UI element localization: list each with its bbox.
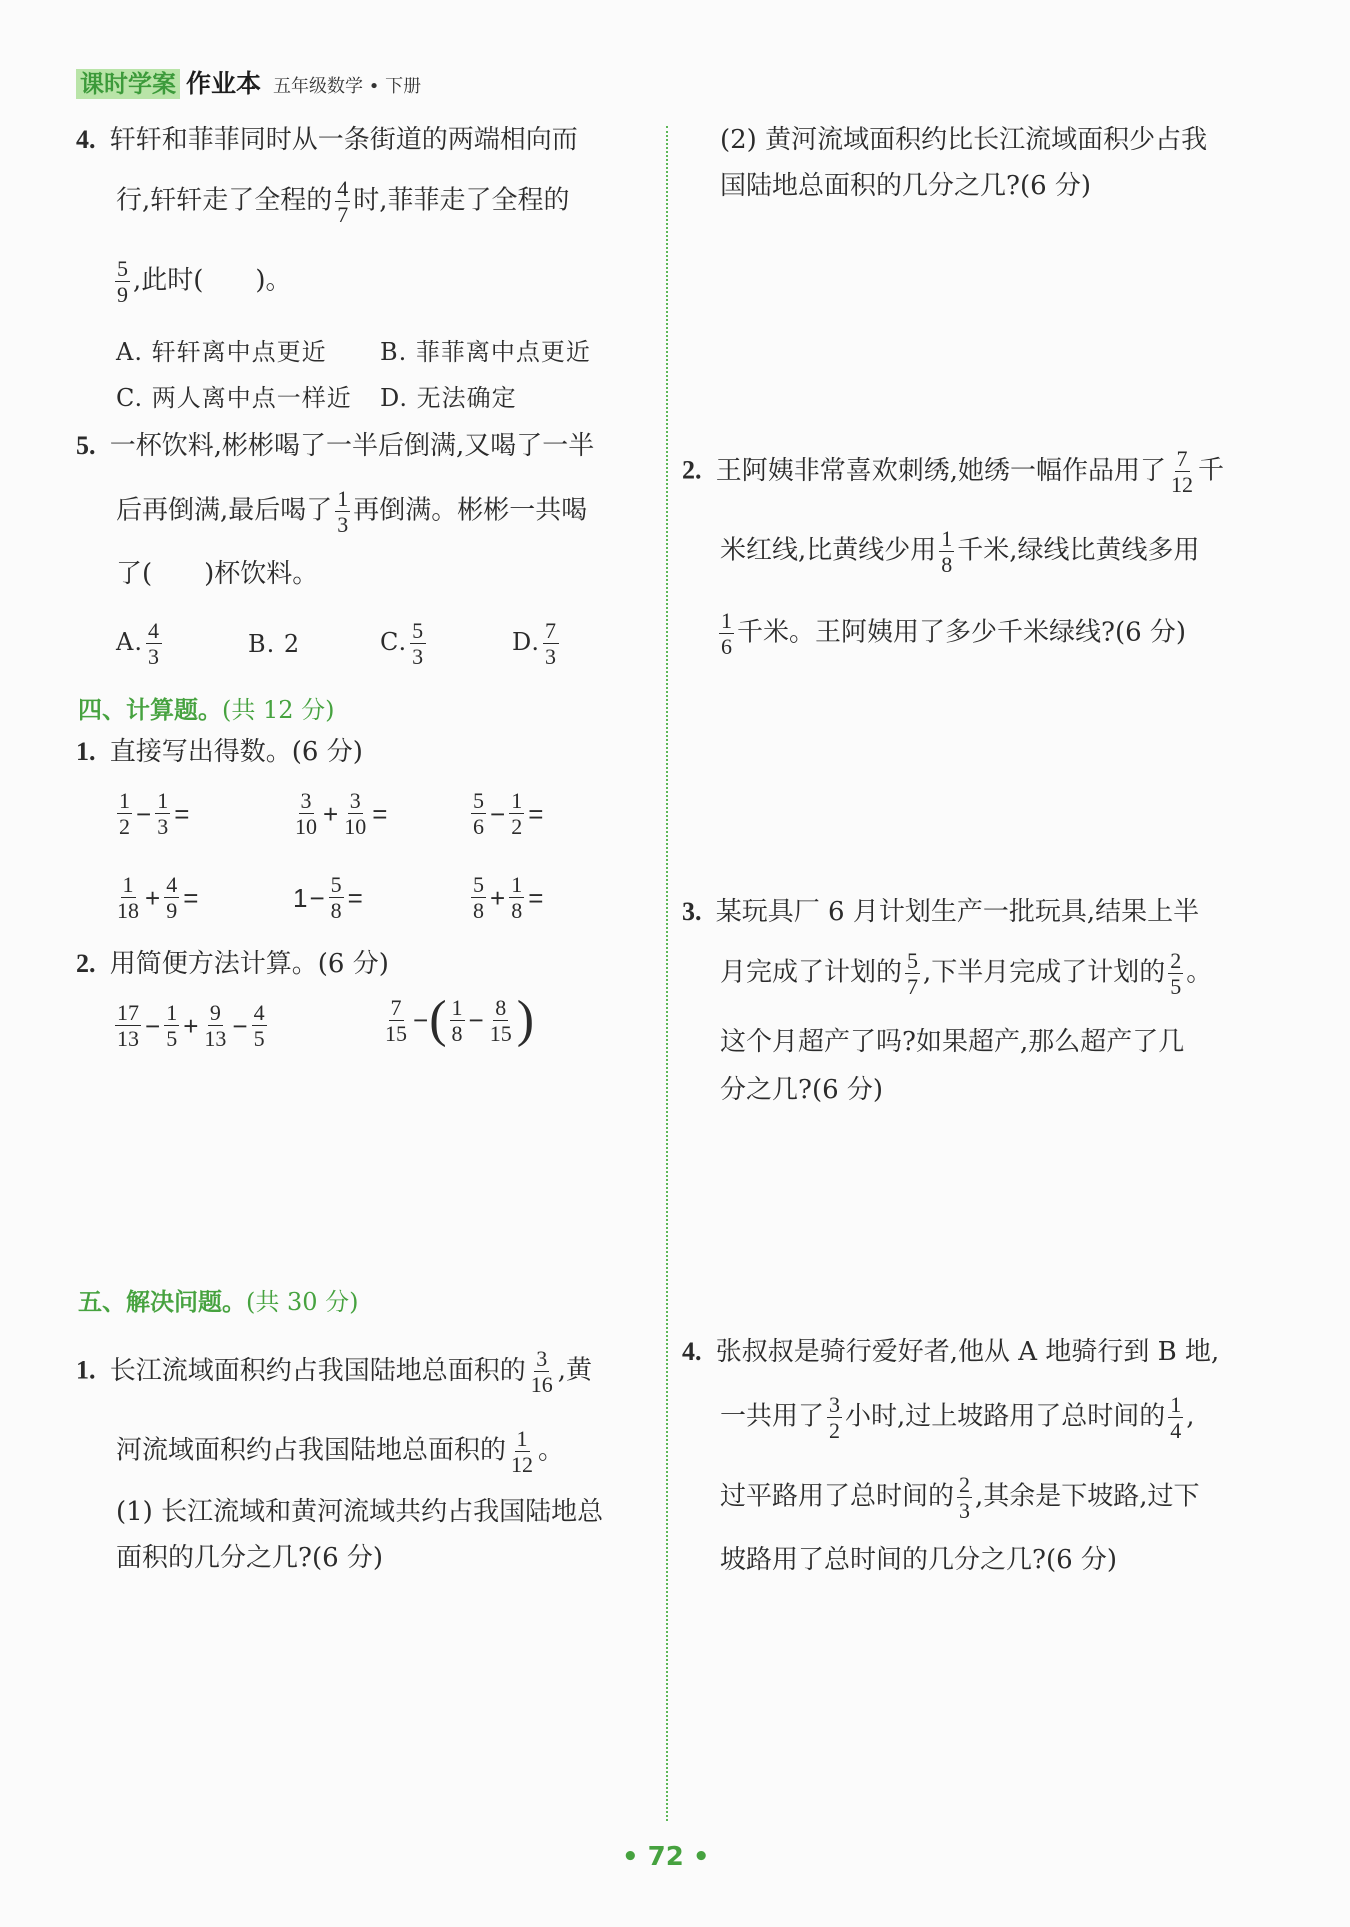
solve-3-line-4: 分之几?(6 分) <box>720 1075 884 1105</box>
calc-1-expr-5: 1− $\frac{5}{8}$ = <box>293 872 363 923</box>
solve-1-sub-1-line-1: (1) 长江流域和黄河流域共约占我国陆地总 <box>116 1497 604 1527</box>
fraction: $\frac{1}{3}$ <box>337 486 349 537</box>
question-5-option-a[interactable]: A. $\frac{4}{3}$ <box>116 618 160 669</box>
solve-3-line-1: 3. 某玩具厂 6 月计划生产一批玩具,结果上半 <box>682 897 1200 927</box>
brand-label: 课时学案 <box>76 69 180 99</box>
page-header <box>76 64 421 100</box>
solve-4-line-2: 一共用了 $\frac{3}{2}$ 小时,过上坡路用了总时间的 $\frac{1}{4}$ , <box>720 1392 1195 1443</box>
calc-1-expr-6: $\frac{5}{8}$ + $\frac{1}{8}$ = <box>473 872 544 923</box>
solve-1-line-2: 河流域面积约占我国陆地总面积的 $\frac{1}{12}$ 。 <box>116 1426 565 1477</box>
section-4-title: 四、计算题。(共 12 分) <box>78 696 335 724</box>
question-4-line-3: $\frac{5}{9}$ ,此时( )。 <box>117 256 292 307</box>
question-5-option-b[interactable]: B. 2 <box>248 630 301 658</box>
question-5-line-2: 后再倒满,最后喝了 $\frac{1}{3}$ 再倒满。彬彬一共喝 <box>116 486 588 537</box>
solve-4-line-3: 过平路用了总时间的 $\frac{2}{3}$ ,其余是下坡路,过下 <box>720 1472 1200 1523</box>
calc-2-expr-1: $\frac{17}{13}$ − $\frac{1}{5}$ + $\frac{9}{13}$ − $\frac{4}{5}$ <box>117 1000 265 1051</box>
question-5-option-c[interactable]: C. $\frac{5}{3}$ <box>380 618 425 669</box>
solve-3-line-2: 月完成了计划的 $\frac{5}{7}$ ,下半月完成了计划的 $\frac{2}{5}$ 。 <box>720 948 1213 999</box>
question-4-line-1: 4. 轩轩和菲菲同时从一条街道的两端相向而 <box>76 125 578 155</box>
question-5-option-d[interactable]: D. $\frac{7}{3}$ <box>512 618 558 669</box>
solve-2-line-3: $\frac{1}{6}$ 千米。王阿姨用了多少千米绿线?(6 分) <box>721 608 1187 659</box>
calc-2-expr-2: $\frac{7}{15}$ −( $\frac{1}{8}$ − $\frac{8}{15}$ ) <box>385 991 535 1048</box>
solve-4-line-4: 坡路用了总时间的几分之几?(6 分) <box>720 1545 1118 1575</box>
solve-1-sub-1-line-2: 面积的几分之几?(6 分) <box>116 1543 384 1573</box>
calc-1-expr-1: $\frac{1}{2}$ − $\frac{1}{3}$ = <box>119 788 190 839</box>
fraction: $\frac{4}{7}$ <box>337 176 349 227</box>
calc-1-expr-3: $\frac{5}{6}$ − $\frac{1}{2}$ = <box>473 788 544 839</box>
solve-3-line-3: 这个月超产了吗?如果超产,那么超产了几 <box>720 1027 1185 1057</box>
solve-1-line-1: 1. 长江流域面积约占我国陆地总面积的 $\frac{3}{16}$ ,黄 <box>76 1346 593 1397</box>
fraction: $\frac{5}{9}$ <box>117 256 128 307</box>
solve-4-line-1: 4. 张叔叔是骑行爱好者,他从 A 地骑行到 B 地, <box>682 1337 1220 1367</box>
section-5-title: 五、解决问题。(共 30 分) <box>78 1288 359 1316</box>
question-5-line-3: 了( )杯饮料。 <box>116 559 319 589</box>
question-4-option-b[interactable]: B. 菲菲离中点更近 <box>380 338 591 366</box>
calc-2-title: 2. 用简便方法计算。(6 分) <box>76 949 389 979</box>
solve-2-line-1: 2. 王阿姨非常喜欢刺绣,她绣一幅作品用了 $\frac{7}{12}$ 千 <box>682 446 1225 497</box>
question-4-line-2: 行,轩轩走了全程的 $\frac{4}{7}$ 时,菲菲走了全程的 <box>116 176 570 227</box>
column-divider <box>666 126 668 1821</box>
solve-1-sub-2-line-2: 国陆地总面积的几分之几?(6 分) <box>720 171 1092 201</box>
question-4-option-d[interactable]: D. 无法确定 <box>380 384 517 412</box>
solve-2-line-2: 米红线,比黄线少用 $\frac{1}{8}$ 千米,绿线比黄线多用 <box>720 526 1200 577</box>
calc-1-title: 1. 直接写出得数。(6 分) <box>76 737 363 767</box>
page-number: • 72 • <box>622 1842 710 1872</box>
question-4-option-c[interactable]: C. 两人离中点一样近 <box>116 384 352 412</box>
book-label: 作业本 <box>186 69 262 98</box>
calc-1-expr-4: $\frac{1}{18}$ + $\frac{4}{9}$ = <box>117 872 199 923</box>
solve-1-sub-2-line-1: (2) 黄河流域面积约比长江流域面积少占我 <box>720 125 1208 155</box>
question-5-line-1: 5. 一杯饮料,彬彬喝了一半后倒满,又喝了一半 <box>76 431 595 461</box>
calc-1-expr-2: $\frac{3}{10}$ + $\frac{3}{10}$ = <box>295 788 388 839</box>
question-4-option-a[interactable]: A. 轩轩离中点更近 <box>116 338 327 366</box>
book-subtitle: 五年级数学 • 下册 <box>273 76 422 97</box>
